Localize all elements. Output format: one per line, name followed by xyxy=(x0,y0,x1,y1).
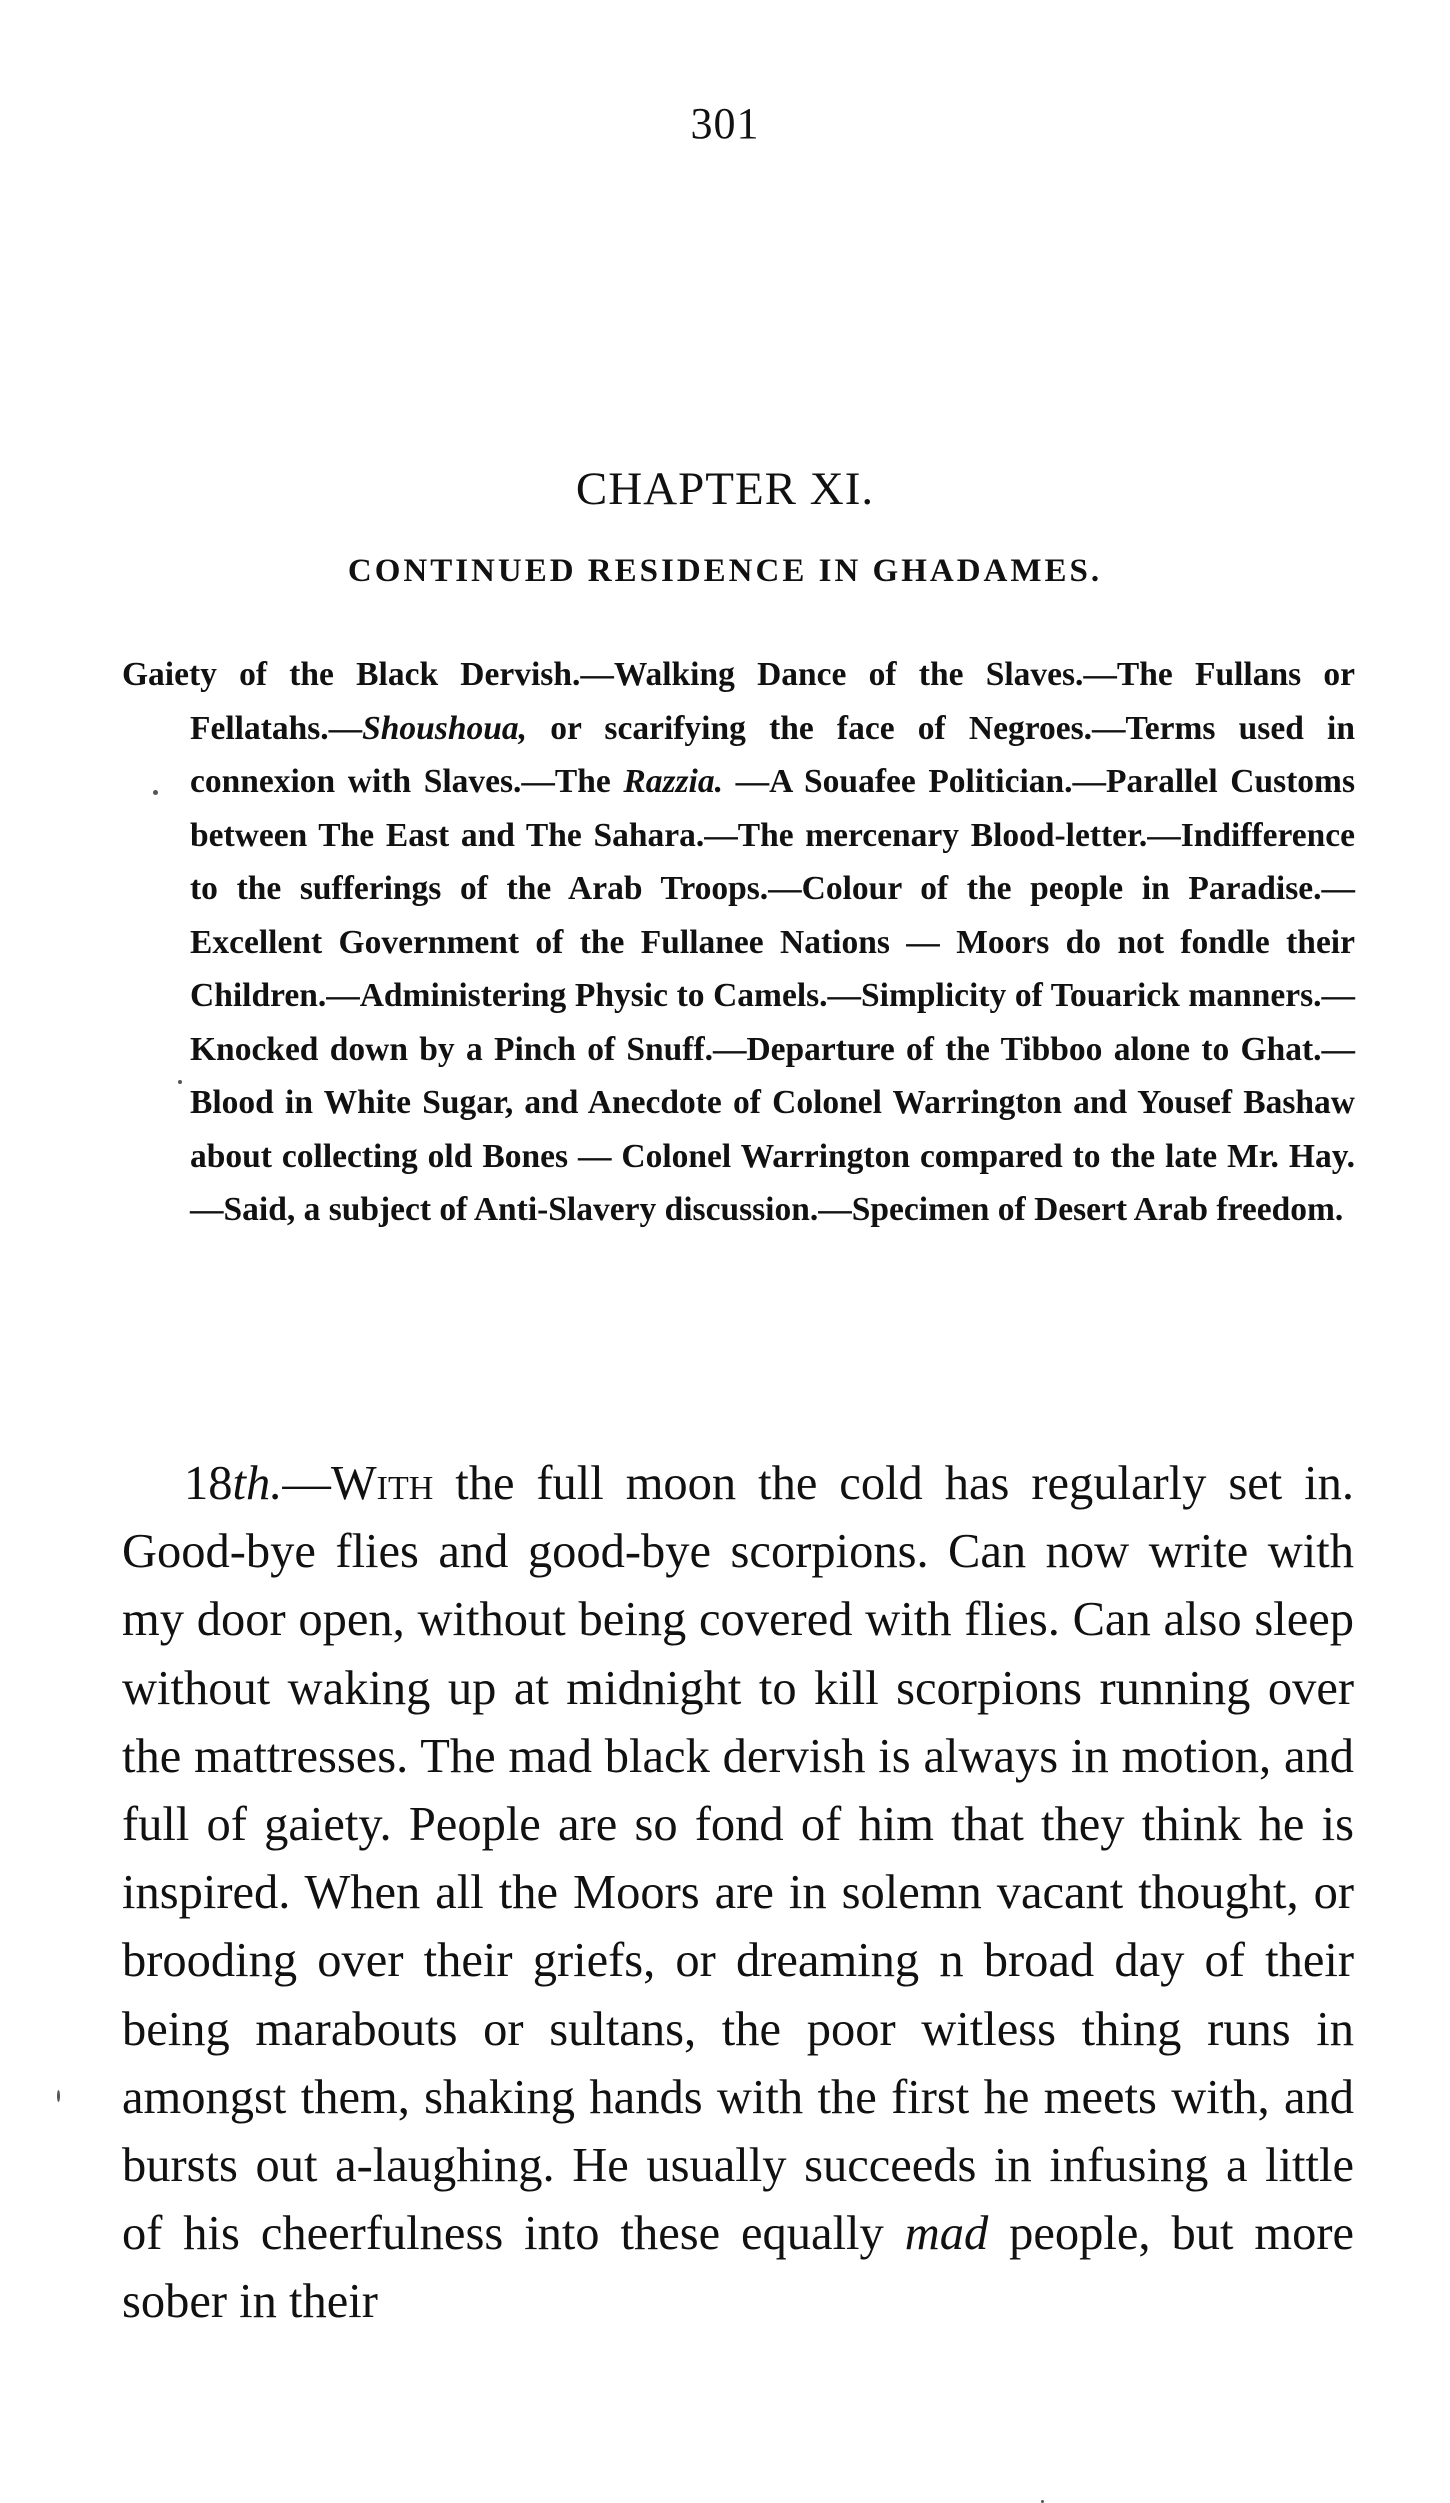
date-dash: — xyxy=(282,1457,331,1510)
chapter-summary xyxy=(122,648,1355,1237)
body-text-1: the full moon the cold has regularly set in. Good-bye flies and good-bye scorpions. Can now write with my door open, without being covered with flies. Can also sleep without waking up at midnight to kill scorpions running over the mattresses. The mad black dervish is always in motion, and full of gaiety. People are so fond of him that they think he is inspired. When all the Moors are in solemn vacant thought, or brooding over their griefs, or dreaming n broad day of their being marabouts or sultans, the poor witless thing runs in amongst them, shaking hands with the first he meets with, and bursts out a-laughing. He usually succeeds in infusing a little of his cheerfulness into these equally xyxy=(122,1457,1354,2261)
body-italic-mad: mad xyxy=(904,2207,989,2261)
date-number: 18 xyxy=(184,1457,233,1510)
summary-italic-razzia: Razzia. xyxy=(623,763,723,800)
scan-speck xyxy=(178,1080,182,1084)
chapter-subtitle: CONTINUED RESIDENCE IN GHADAMES. xyxy=(347,553,1103,589)
page-number: 301 xyxy=(690,99,760,148)
chapter-title: CHAPTER XI. xyxy=(575,463,875,515)
body-paragraph xyxy=(122,1450,1354,2337)
summary-italic-shoushoua: Shoushoua, xyxy=(362,709,527,747)
summary-text-3: —A Souafee Politician.—Parallel Customs between The East and The Sahara.—The mercenary Blood-letter.—Indifference to the sufferings of the Arab Troops.—Colour of the people in Paradise.—Excellent Government of the Fullanee Nations — Moors do not fondle their Children.—Administering Physic to Camels.—Simplicity of Touarick manners.—Knocked down by a Pinch of Snuff.—Departure of the Tibboo alone to Ghat.— Blood in White Sugar, and Anecdote of Colonel Warrington and Yousef Bashaw about collecting old Bones — Colonel Warrington compared to the late Mr. Hay.—Said, a subject of Anti-Slavery discussion.—Specimen of Desert Arab freedom. xyxy=(190,763,1355,1228)
opening-word: With xyxy=(330,1457,434,1510)
scan-speck xyxy=(57,2090,60,2102)
scan-speck xyxy=(153,790,158,795)
date-suffix: th. xyxy=(232,1457,283,1510)
body-text-2: people, but more sober in their xyxy=(122,2207,1354,2329)
summary-text-2: or scarifying the face of Negroes.—Terms used in connexion with Slaves.—The xyxy=(190,709,1355,800)
summary-text-1: Gaiety of the Black Dervish.—Walking Dance of the Slaves.—The Fullans or Fellatahs.— xyxy=(122,656,1355,747)
